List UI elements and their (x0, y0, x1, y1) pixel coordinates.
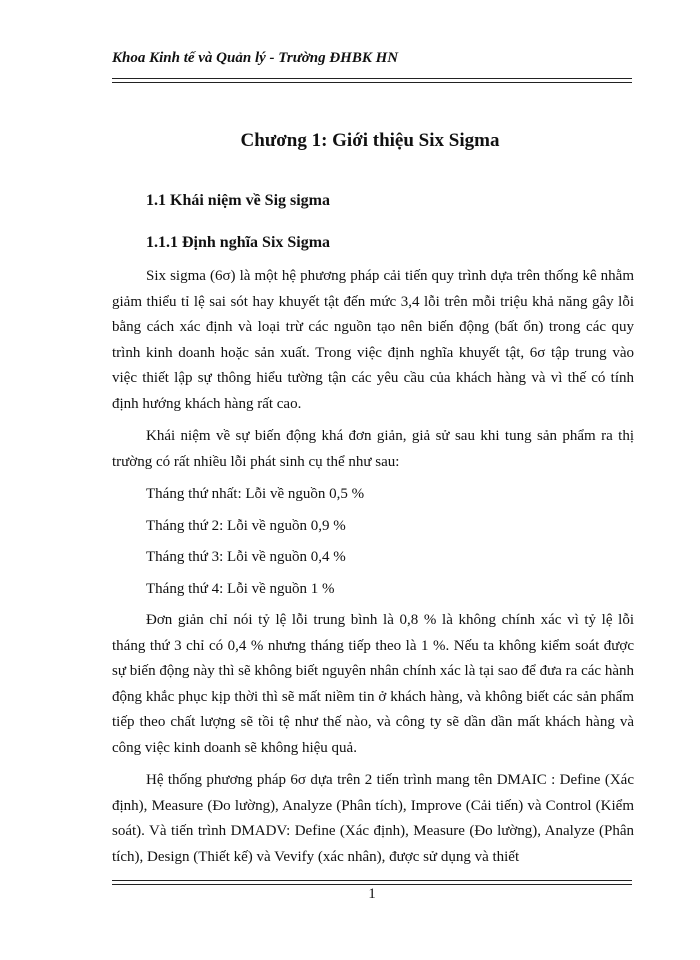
section-heading-1-1-1: 1.1.1 Định nghĩa Six Sigma (146, 234, 331, 251)
footer-rule-double (112, 884, 632, 885)
paragraph-dmaic: Hệ thống phương pháp 6σ dựa trên 2 tiến trình mang tên DMAIC : Define (Xác định), Measure (Đo lường), Analyze (Phân tích), Improve (Cải tiến) và Control (Kiểm soát). Và tiến trình DMADV: Define (Xác định), Measure (Đo lường), Analyze (Phân tích), Design (Thiết kế) và Vevify (xác nhân), được sử dụng và thiết (112, 772, 634, 865)
list-item-month-2: Tháng thứ 2: Lỗi về nguồn 0,9 % (146, 517, 346, 534)
body-text (112, 264, 634, 877)
paragraph-average-error: Đơn giản chỉ nói tỷ lệ lỗi trung bình là 0,8 % là không chính xác vì tỷ lệ lỗi tháng thứ 3 chỉ có 0,4 % nhưng tháng tiếp theo là 1 %. Nếu ta không kiểm soát được sự biến động này thì sẽ không biết nguyên nhân chính xác là tại sao để đưa ra các hành động khắc phục kịp thời thì sẽ mất niềm tin ở khách hàng, và không biết các sản phẩm tiếp theo chất lượng sẽ tồi tệ như thế nào, và công ty sẽ dần dần mất khách hàng và công việc kinh doanh sẽ không hiệu quả. (112, 612, 634, 756)
list-item-month-4: Tháng thứ 4: Lỗi về nguồn 1 % (146, 580, 335, 597)
paragraph-variation: Khái niệm về sự biến động khá đơn giản, giả sử sau khi tung sản phẩm ra thị trường có rất nhiều lỗi phát sinh cụ thể như sau: (112, 428, 634, 470)
paragraph-definition: Six sigma (6σ) là một hệ phương pháp cải tiến quy trình dựa trên thống kê nhằm giảm thiểu tỉ lệ sai sót hay khuyết tật đến mức 3,4 lỗi trên mỗi triệu khả năng gây lỗi bằng cách xác định và loại trừ các nguồn tạo nên biến động (bất ổn) trong các quy trình kinh doanh hoặc sản xuất. Trong việc định nghĩa khuyết tật, 6σ tập trung vào việc thiết lập sự thông hiểu tường tận các yêu cầu của khách hàng và vì thế có tính định hướng khách hàng rất cao. (112, 268, 634, 412)
list-item-month-3: Tháng thứ 3: Lỗi về nguồn 0,4 % (146, 549, 346, 565)
header-rule (112, 78, 632, 79)
header-rule-double (112, 82, 632, 83)
page-number: 1 (368, 886, 376, 902)
list-item-month-1: Tháng thứ nhất: Lỗi về nguồn 0,5 % (146, 486, 365, 502)
section-heading-1-1: 1.1 Khái niệm về Sig sigma (146, 192, 331, 209)
running-header: Khoa Kinh tế và Quản lý - Trường ĐHBK HN (112, 50, 399, 66)
footer-rule (112, 880, 632, 881)
chapter-title: Chương 1: Giới thiệu Six Sigma (240, 130, 500, 151)
